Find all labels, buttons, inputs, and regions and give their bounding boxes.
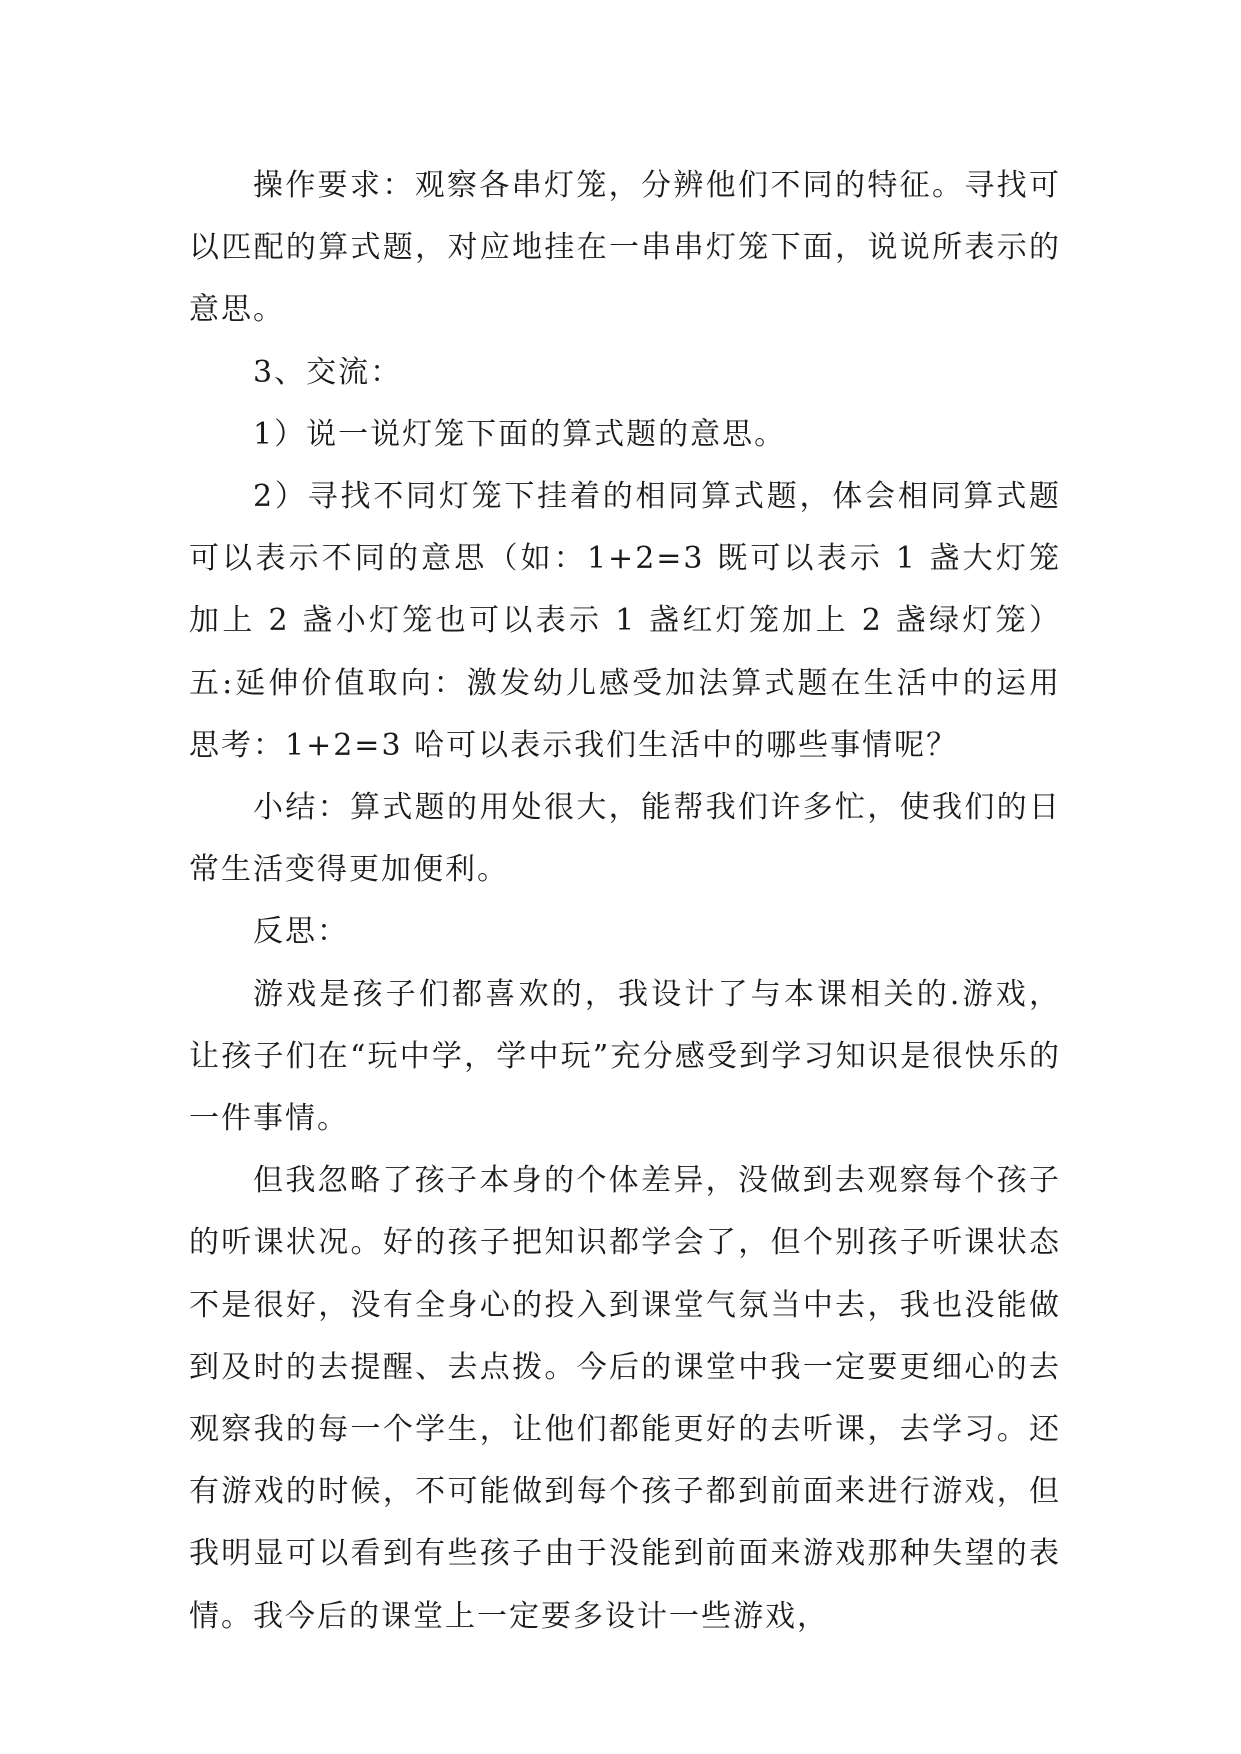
paragraph-exchange-item-2: 2）寻找不同灯笼下挂着的相同算式题，体会相同算式题可以表示不同的意思（如：1+2=3 既可以表示 1 盏大灯笼加上 2 盏小灯笼也可以表示 1 盏红灯笼加上 2 盏绿灯笼）五:延伸价值取向：激发幼儿感受加法算式题在生活中的运用思考：1+2=3 哈可以表示我们生活中的哪些事情呢？ <box>189 479 1061 763</box>
paragraph-reflection-differences: 但我忽略了孩子本身的个体差异，没做到去观察每个孩子的听课状况。好的孩子把知识都学会了，但个别孩子听课状态不是很好，没有全身心的投入到课堂气氛当中去，我也没能做到及时的去提醒、去点拨。今后的课堂中我一定要更细心的去观察我的每一个学生，让他们都能更好的去听课，去学习。还有游戏的时候，不可能做到每个孩子都到前面来进行游戏，但我明显可以看到有些孩子由于没能到前面来游戏那种失望的表情。我今后的课堂上一定要多设计一些游戏， <box>189 1163 1061 1634</box>
paragraph-exchange-heading: 3、交流： <box>253 354 403 390</box>
paragraph-reflection-heading: 反思： <box>253 914 349 950</box>
paragraph-reflection-games: 游戏是孩子们都喜欢的，我设计了与本课相关的.游戏，让孩子们在“玩中学，学中玩”充分感受到学习知识是很快乐的一件事情。 <box>189 976 1061 1137</box>
document-body <box>189 155 1061 1648</box>
paragraph-summary: 小结：算式题的用处很大，能帮我们许多忙，使我们的日常生活变得更加便利。 <box>189 790 1061 888</box>
paragraph-exchange-item-1: 1）说一说灯笼下面的算式题的意思。 <box>253 416 787 452</box>
paragraph-operation-requirements: 操作要求：观察各串灯笼，分辨他们不同的特征。寻找可以匹配的算式题，对应地挂在一串串灯笼下面，说说所表示的意思。 <box>189 168 1061 328</box>
